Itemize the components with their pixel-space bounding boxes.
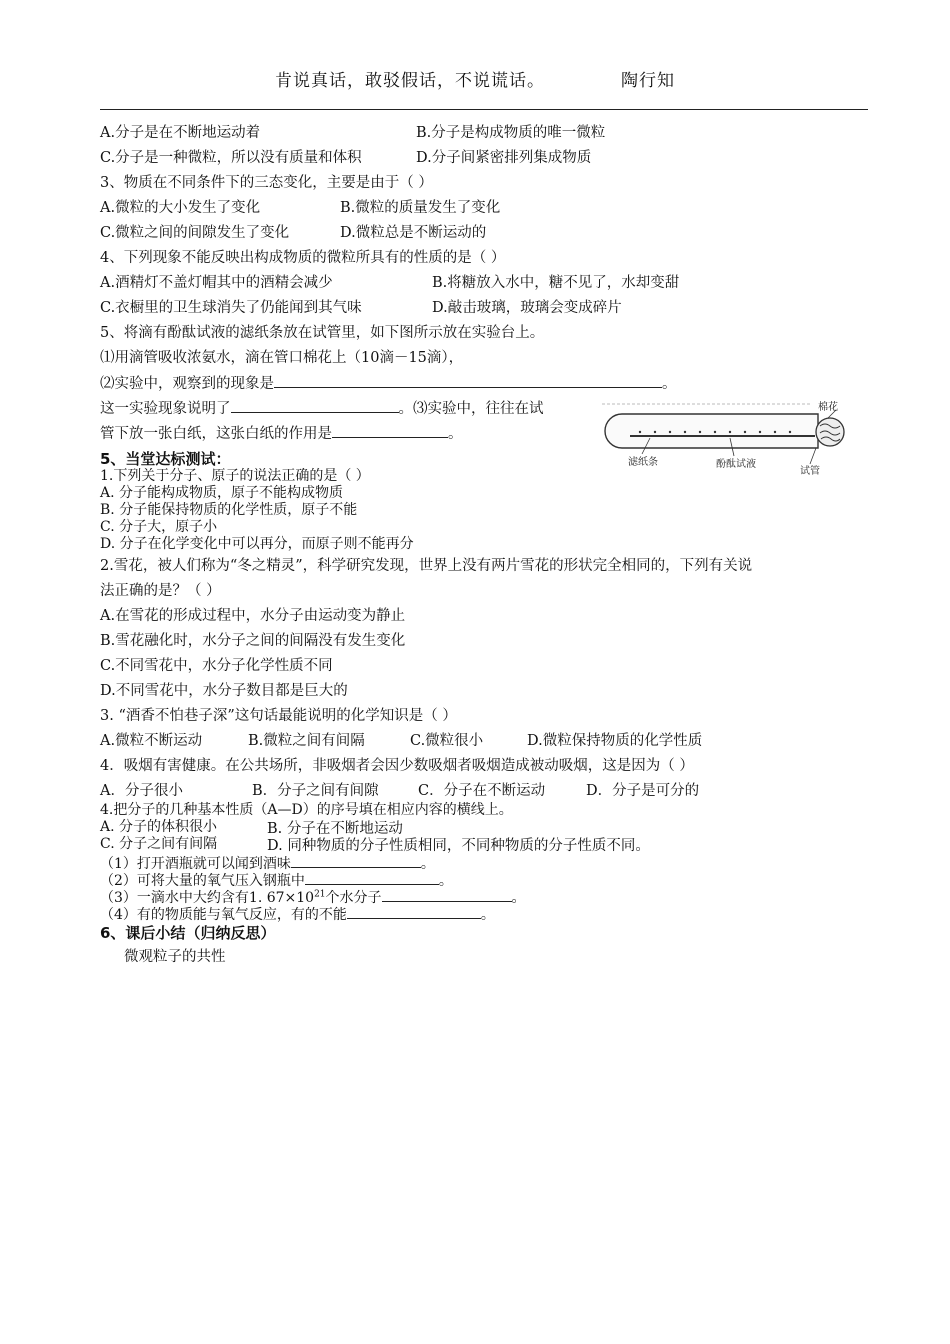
q5-part2 (100, 373, 677, 394)
header-divider (100, 109, 868, 110)
s5-q2-option-a: A.在雪花的形成过程中，水分子由运动变为静止 (100, 608, 406, 624)
s5-q4b-item4 (100, 904, 495, 924)
q3-stem: 3、物质在不同条件下的三态变化，主要是由于（ ） (100, 175, 433, 191)
s5-q4b-stem: 4.把分子的几种基本性质（A—D）的序号填在相应内容的横线上。 (100, 802, 513, 818)
s5-q3-option-c: C.微粒很小 (410, 733, 484, 749)
s5-q4b-item4-end: 。 (480, 907, 495, 923)
q5-stem: 5、将滴有酚酞试液的滤纸条放在试管里，如下图所示放在实验台上。 (100, 325, 545, 341)
s5-q4b-option-d: D. 同种物质的分子性质相同，不同种物质的分子性质不同。 (267, 838, 650, 854)
q4-option-b: B.将糖放入水中，糖不见了，水却变甜 (432, 275, 680, 291)
s5-q1-stem: 1.下列关于分子、原子的说法正确的是（ ） (100, 468, 370, 484)
q3-option-d: D.微粒总是不断运动的 (340, 225, 487, 241)
s5-q4b-item3-exponent: 21 (314, 889, 326, 900)
s5-q4b-item2-text: （2）可将大量的氧气压入钢瓶中 (100, 873, 305, 889)
label-filter-paper: 滤纸条 (628, 457, 658, 468)
s5-q3-stem: 3. “酒香不怕巷子深”这句话最能说明的化学知识是（ ） (100, 708, 457, 724)
s5-q4b-item2-end: 。 (438, 873, 453, 889)
q4-option-c: C.衣橱里的卫生球消失了仍能闻到其气味 (100, 300, 362, 316)
section5-title: 5、当堂达标测试： (100, 450, 231, 468)
s5-q4b-item1-blank[interactable] (291, 853, 421, 868)
q4-option-d: D.敲击玻璃，玻璃会变成碎片 (432, 300, 622, 316)
s5-q3-option-a: A.微粒不断运动 (100, 733, 203, 749)
q5-part2-end: 。 (662, 376, 677, 392)
label-phenolphthalein: 酚酞试液 (716, 459, 756, 470)
q5-part4-text: 管下放一张白纸，这张白纸的作用是 (100, 426, 332, 442)
q5-part1: ⑴用滴管吸收浓氨水，滴在管口棉花上（10滴－15滴）， (100, 350, 464, 366)
s5-q4b-item3-blank[interactable] (382, 887, 512, 902)
label-cotton: 棉花 (818, 402, 838, 413)
s5-q4-option-b: B．分子之间有间隙 (252, 783, 379, 799)
s5-q3-option-d: D.微粒保持物质的化学性质 (527, 733, 703, 749)
s5-q2-option-d: D.不同雪花中，水分子数目都是巨大的 (100, 683, 348, 699)
q5-conclusion-blank[interactable] (231, 398, 399, 413)
q5-part2-text: ⑵实验中，观察到的现象是 (100, 376, 274, 392)
s5-q4-option-d: D．分子是可分的 (586, 783, 700, 799)
s5-q4-stem: 4．吸烟有害健康。在公共场所，非吸烟者会因少数吸烟者吸烟造成被动吸烟，这是因为（ ） (100, 758, 694, 774)
q5-observation-blank[interactable] (274, 373, 662, 388)
q2-option-d: D.分子间紧密排列集成物质 (416, 150, 592, 166)
s5-q4-option-a: A．分子很小 (100, 783, 183, 799)
test-tube-outline (605, 414, 818, 448)
q5-part4 (100, 423, 463, 444)
q5-part3-continued: 。⑶实验中，往往在试 (398, 401, 544, 417)
q2-option-b: B.分子是构成物质的唯一微粒 (416, 125, 606, 141)
section6-text: 微观粒子的共性 (124, 949, 226, 965)
page-header (0, 66, 950, 91)
s5-q4b-item2-blank[interactable] (305, 870, 439, 885)
s5-q4b-item3-end: 。 (511, 890, 526, 906)
s5-q1-option-b: B. 分子能保持物质的化学性质，原子不能 (100, 502, 358, 518)
s5-q4b-item1-end: 。 (420, 856, 435, 872)
q4-stem: 4、下列现象不能反映出构成物质的微粒所具有的性质的是（ ） (100, 250, 506, 266)
s5-q2-option-b: B.雪花融化时，水分子之间的间隔没有发生变化 (100, 633, 406, 649)
q2-options-row1 (100, 123, 260, 143)
s5-q1-option-a: A. 分子能构成物质，原子不能构成物质 (100, 485, 344, 501)
s5-q4b-item1-text: （1）打开酒瓶就可以闻到酒味 (100, 856, 291, 872)
s5-q1-option-d: D. 分子在化学变化中可以再分，而原子则不能再分 (100, 536, 414, 552)
test-tube-figure (600, 398, 858, 478)
s5-q4b-option-a: A. 分子的体积很小 (100, 819, 218, 835)
q2-option-c: C.分子是一种微粒，所以没有质量和体积 (100, 150, 362, 166)
cotton-plug (816, 418, 844, 446)
section6-title: 6、课后小结（归纳反思） (100, 924, 276, 942)
s5-q2-option-c: C.不同雪花中，水分子化学性质不同 (100, 658, 333, 674)
s5-q1-option-c: C. 分子大，原子小 (100, 519, 218, 535)
q4-option-a: A.酒精灯不盖灯帽其中的酒精会减少 (100, 275, 333, 291)
s5-q4b-option-b: B. 分子在不断地运动 (267, 821, 403, 837)
test-tube-pointer (810, 448, 816, 464)
q5-part4-end: 。 (448, 426, 463, 442)
header-author: 陶行知 (621, 71, 675, 91)
s5-q4b-item4-blank[interactable] (347, 904, 481, 919)
s5-q4b-option-c: C. 分子之间有间隔 (100, 836, 218, 852)
q5-part3 (100, 398, 544, 419)
header-quote: 肯说真话，敢驳假话，不说谎话。 (275, 71, 545, 91)
q5-paper-purpose-blank[interactable] (332, 423, 448, 438)
s5-q2-stem-line1: 2.雪花，被人们称为“冬之精灵”，科学研究发现，世界上没有两片雪花的形状完全相同的，下列有关说 (100, 558, 753, 574)
s5-q4b-item3-text: （3）一滴水中大约含有1. 67×10 (100, 890, 315, 906)
s5-q2-stem-line2: 法正确的是？（ ） (100, 583, 221, 599)
s5-q4b-item4-text: （4）有的物质能与氧气反应，有的不能 (100, 907, 347, 923)
label-test-tube: 试管 (800, 466, 820, 477)
q3-option-c: C.微粒之间的间隙发生了变化 (100, 225, 290, 241)
s5-q4b-item3-text2: 个水分子 (325, 890, 382, 906)
q5-part3-text: 这一实验现象说明了 (100, 401, 231, 417)
s5-q3-option-b: B.微粒之间有间隔 (248, 733, 365, 749)
q3-option-b: B.微粒的质量发生了变化 (340, 200, 501, 216)
q3-option-a: A.微粒的大小发生了变化 (100, 200, 261, 216)
q2-option-a: A.分子是在不断地运动着 (100, 125, 261, 141)
s5-q4-option-c: C．分子在不断运动 (418, 783, 546, 799)
